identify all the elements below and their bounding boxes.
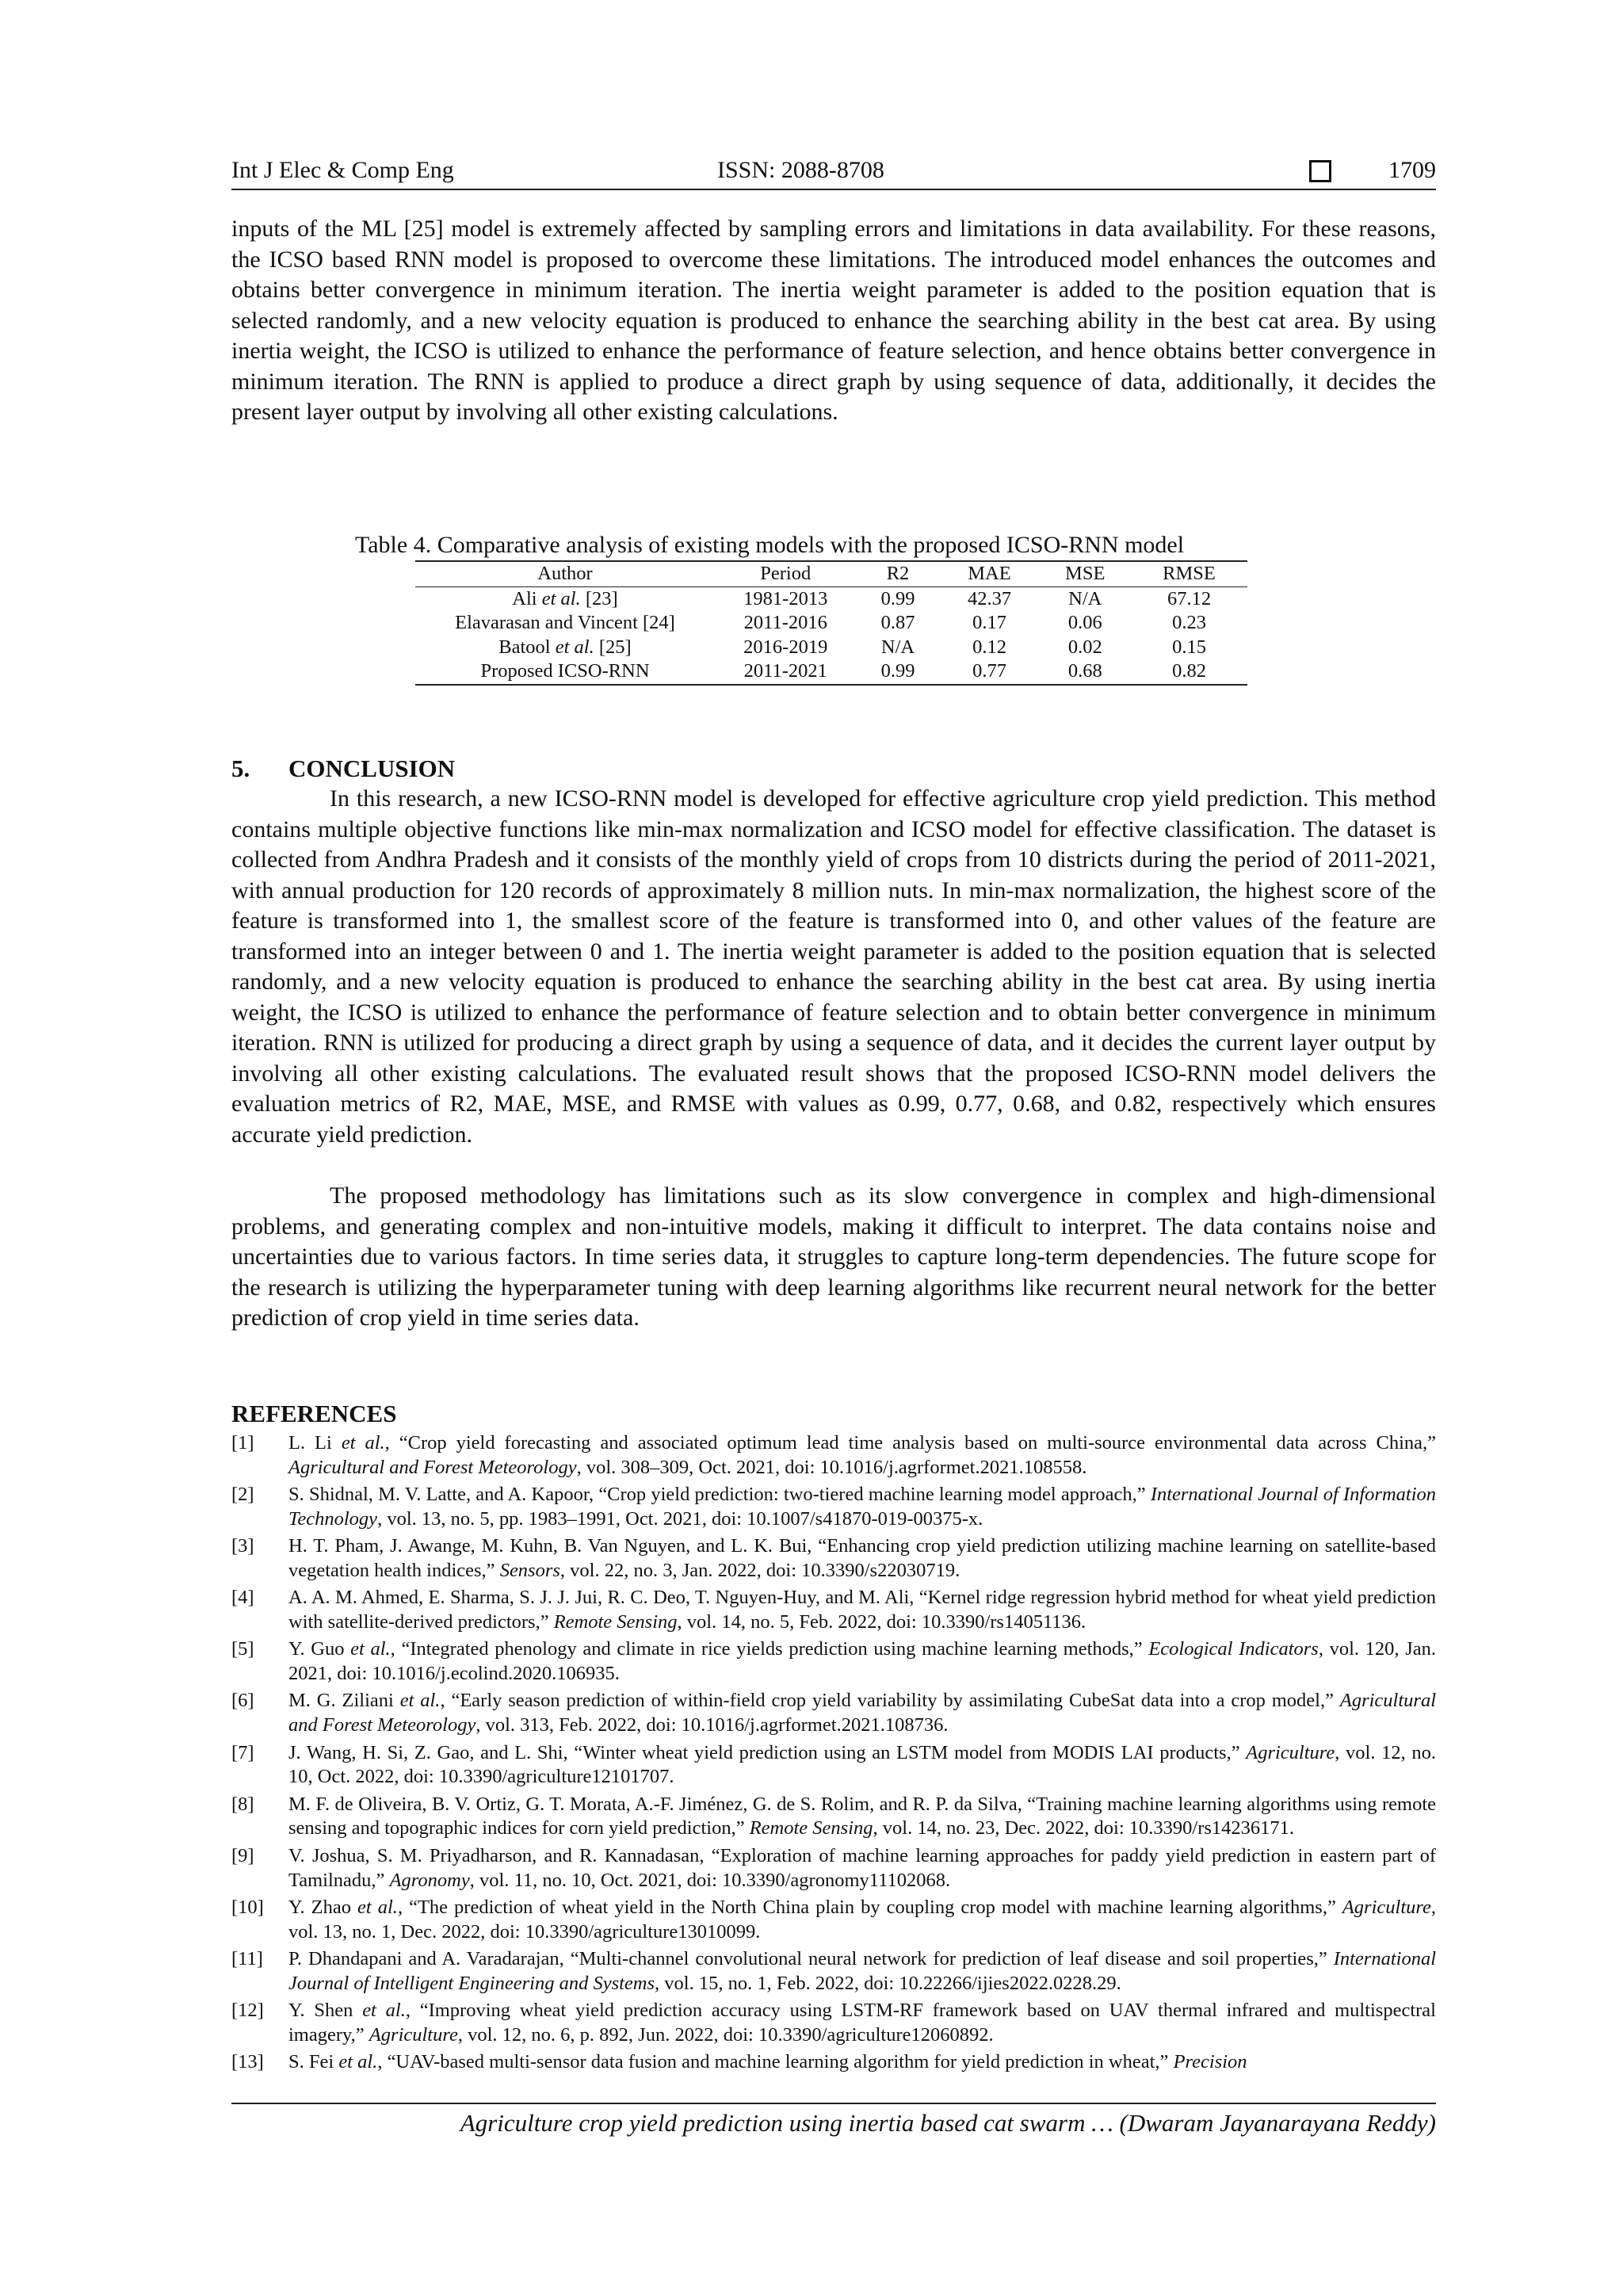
reference-number: [2] <box>231 1484 254 1506</box>
table-caption: Table 4. Comparative analysis of existing models with the proposed ICSO-RNN model <box>355 532 1185 558</box>
running-footer: Agriculture crop yield prediction using inertia based cat swarm … (Dwaram Jayanarayana Reddy) <box>231 2103 1436 2137</box>
cell-period: 2016-2019 <box>743 636 828 658</box>
reference-text: V. Joshua, S. M. Priyadharson, and R. Kannadasan, “Exploration of machine learning approaches for paddy yield prediction in eastern part of Tamilnadu,” Agronomy, vol. 11, no. 10, Oct. 2021, doi: 10.3390/agronomy11102068. <box>288 1844 1436 1891</box>
reference-number: [7] <box>231 1741 254 1763</box>
reference-number: [5] <box>231 1638 254 1660</box>
section-title: CONCLUSION <box>288 755 456 782</box>
reference-number: [6] <box>231 1690 254 1712</box>
issn: ISSN: 2088-8708 <box>717 157 884 183</box>
cell-mse: 0.68 <box>1067 660 1102 682</box>
section-number: 5. <box>231 755 250 782</box>
col-mae: MAE <box>940 561 1040 586</box>
journal-name: Int J Elec & Comp Eng <box>231 157 454 183</box>
cell-author: Ali et al. [23] <box>512 587 618 609</box>
reference-number: [11] <box>231 1947 263 1969</box>
reference-text: S. Fei et al., “UAV-based multi-sensor data fusion and machine learning algorithm for yield prediction in wheat,” Precision <box>288 2051 1247 2073</box>
cell-period: 2011-2016 <box>743 612 827 633</box>
reference-text: S. Shidnal, M. V. Latte, and A. Kapoor, “Crop yield prediction: two-tiered machine learning model approach,” International Journal of Information Technology, vol. 13, no. 5, pp. 1983–1991, Oct. 2021, doi: 10.1007/s41870-019-00375-x. <box>288 1484 1437 1530</box>
table-row <box>415 611 1247 636</box>
cell-period: 2011-2021 <box>743 660 827 682</box>
cell-author: Proposed ICSO-RNN <box>480 660 650 682</box>
reference-item <box>231 1689 1436 1738</box>
cell-mae: 0.17 <box>972 612 1006 633</box>
reference-item <box>231 2050 1436 2075</box>
table-header-row <box>415 561 1247 586</box>
reference-number: [12] <box>231 2000 264 2022</box>
cell-mae: 42.37 <box>967 587 1012 609</box>
table-row <box>415 636 1247 660</box>
cell-r2: 0.99 <box>880 587 915 609</box>
square-icon <box>1309 160 1331 182</box>
reference-item <box>231 1999 1436 2048</box>
reference-text: Y. Guo et al., “Integrated phenology and climate in rice yields prediction using machine learning methods,” Ecological Indicators, vol. 120, Jan. 2021, doi: 10.1016/j.ecolind.2020.106935. <box>288 1638 1436 1685</box>
reference-text: L. Li et al., “Crop yield forecasting and associated optimum lead time analysis based on multi-source environmental data across China,” Agricultural and Forest Meteorology, vol. 308–309, Oct. 2021, doi: 10.1016/j.agrformet.2021.108558. <box>288 1432 1436 1478</box>
reference-number: [10] <box>231 1896 264 1918</box>
page-number: 1709 <box>1388 157 1436 183</box>
reference-text: H. T. Pham, J. Awange, M. Kuhn, B. Van Nguyen, and L. K. Bui, “Enhancing crop yield prediction utilizing machine learning on satellite-based vegetation health indices,” Sensors, vol. 22, no. 3, Jan. 2022, doi: 10.3390/s22030719. <box>288 1535 1436 1581</box>
reference-item <box>231 1534 1436 1584</box>
cell-rmse: 0.15 <box>1172 636 1206 658</box>
cell-mae: 0.77 <box>972 660 1006 682</box>
section-heading-conclusion <box>231 755 455 783</box>
reference-number: [9] <box>231 1844 254 1866</box>
reference-item <box>231 1741 1436 1790</box>
reference-item <box>231 1431 1436 1480</box>
reference-text: A. A. M. Ahmed, E. Sharma, S. J. J. Jui, R. C. Deo, T. Nguyen-Huy, and M. Ali, “Kernel ridge regression hybrid method for wheat yield prediction with satellite-derived predictors,” Remote Sensing, vol. 14, no. 5, Feb. 2022, doi: 10.3390/rs14051136. <box>288 1587 1436 1633</box>
col-author: Author <box>415 561 715 586</box>
running-header <box>231 155 1436 190</box>
reference-text: M. F. de Oliveira, B. V. Ortiz, G. T. Morata, A.-F. Jiménez, G. de S. Rolim, and R. P. da Silva, “Training machine learning algorithms using remote sensing and topographic indices for corn yield prediction,” Remote Sensing, vol. 14, no. 23, Dec. 2022, doi: 10.3390/rs14236171. <box>288 1793 1436 1839</box>
references-list <box>231 1431 1436 2077</box>
intro-paragraph: inputs of the ML [25] model is extremely affected by sampling errors and limitations in data availability. For these reasons, the ICSO based RNN model is proposed to overcome these limitations. The introduced model enhances the outcomes and obtains better convergence in minimum iteration. The inertia weight parameter is added to the position equation that is selected randomly, and a new velocity equation is produced to enhance the searching ability in the best cat area. By using inertia weight, the ICSO is utilized to enhance the performance of feature selection, and hence obtains better convergence in minimum iteration. The RNN is applied to produce a direct graph by using sequence of data, additionally, it decides the present layer output by involving all other existing calculations. <box>231 216 1436 425</box>
reference-number: [13] <box>231 2051 264 2073</box>
cell-r2: N/A <box>880 636 915 658</box>
cell-period: 1981-2013 <box>743 587 828 609</box>
cell-rmse: 0.23 <box>1172 612 1206 633</box>
reference-item <box>231 1947 1436 1996</box>
cell-mse: 0.02 <box>1067 636 1102 658</box>
reference-item <box>231 1586 1436 1635</box>
cell-r2: 0.87 <box>880 612 915 633</box>
reference-text: Y. Zhao et al., “The prediction of wheat yield in the North China plain by coupling crop model with machine learning algorithms,” Agriculture, vol. 13, no. 1, Dec. 2022, doi: 10.3390/agriculture13010099. <box>288 1896 1437 1943</box>
reference-text: M. G. Ziliani et al., “Early season prediction of within-field crop yield variability by assimilating CubeSat data into a crop model,” Agricultural and Forest Meteorology, vol. 313, Feb. 2022, doi: 10.1016/j.agrformet.2021.108736. <box>288 1690 1436 1736</box>
comparison-table <box>415 560 1247 686</box>
reference-number: [1] <box>231 1432 254 1454</box>
col-period: Period <box>715 561 857 586</box>
reference-number: [3] <box>231 1535 254 1557</box>
references-heading: REFERENCES <box>231 1400 397 1427</box>
conclusion-paragraph-2: The proposed methodology has limitations such as its slow convergence in complex and high-dimensional problems, and generating complex and non-intuitive models, making it difficult to interpret. The data contains noise and uncertainties due to various factors. In time series data, it struggles to capture long-term dependencies. The future scope for the research is utilizing the hyperparameter tuning with deep learning algorithms like recurrent neural network for the better prediction of crop yield in time series data. <box>231 1182 1436 1331</box>
cell-author: Elavarasan and Vincent [24] <box>455 612 675 633</box>
col-r2: R2 <box>857 561 940 586</box>
cell-rmse: 0.82 <box>1172 660 1206 682</box>
reference-item <box>231 1896 1436 1945</box>
col-rmse: RMSE <box>1131 561 1247 586</box>
cell-mse: N/A <box>1068 587 1102 609</box>
reference-number: [4] <box>231 1587 254 1609</box>
cell-r2: 0.99 <box>880 660 915 682</box>
col-mse: MSE <box>1040 561 1132 586</box>
reference-text: Y. Shen et al., “Improving wheat yield prediction accuracy using LSTM-RF framework based on UAV thermal infrared and multispectral imagery,” Agriculture, vol. 12, no. 6, p. 892, Jun. 2022, doi: 10.3390/agriculture12060892. <box>288 2000 1436 2046</box>
reference-text: P. Dhandapani and A. Varadarajan, “Multi-channel convolutional neural network for prediction of leaf disease and soil properties,” International Journal of Intelligent Engineering and Systems, vol. 15, no. 1, Feb. 2022, doi: 10.22266/ijies2022.0228.29. <box>288 1947 1436 1994</box>
reference-item <box>231 1483 1436 1532</box>
reference-item <box>231 1637 1436 1687</box>
reference-text: J. Wang, H. Si, Z. Gao, and L. Shi, “Winter wheat yield prediction using an LSTM model from MODIS LAI products,” Agriculture, vol. 12, no. 10, Oct. 2022, doi: 10.3390/agriculture12101707. <box>288 1741 1436 1788</box>
cell-mae: 0.12 <box>972 636 1006 658</box>
table-row <box>415 659 1247 685</box>
reference-item <box>231 1844 1436 1893</box>
cell-author: Batool et al. [25] <box>498 636 632 658</box>
table-row <box>415 586 1247 611</box>
reference-item <box>231 1793 1436 1842</box>
cell-mse: 0.06 <box>1067 612 1102 633</box>
cell-rmse: 67.12 <box>1167 587 1212 609</box>
conclusion-paragraph-1: In this research, a new ICSO-RNN model is developed for effective agriculture crop yield prediction. This method contains multiple objective functions like min-max normalization and ICSO model for effective classification. The dataset is collected from Andhra Pradesh and it consists of the monthly yield of crops from 10 districts during the period of 2011-2021, with annual production for 120 records of approximately 8 million nuts. In min-max normalization, the highest score of the feature is transformed into 1, the smallest score of the feature is transformed into 0, and other values of the feature are transformed into an integer between 0 and 1. The inertia weight parameter is added to the position equation that is selected randomly, and a new velocity equation is produced to enhance the searching ability in the best cat area. By using inertia weight, the ICSO is utilized to enhance the performance of feature selection and to obtain better convergence in minimum iteration. RNN is utilized for producing a direct graph by using a sequence of data, and it decides the current layer output by involving all other existing calculations. The evaluated result shows that the proposed ICSO-RNN model delivers the evaluation metrics of R2, MAE, MSE, and RMSE with values as 0.99, 0.77, 0.68, and 0.82, respectively which ensures accurate yield prediction. <box>231 785 1436 1148</box>
reference-number: [8] <box>231 1793 254 1815</box>
